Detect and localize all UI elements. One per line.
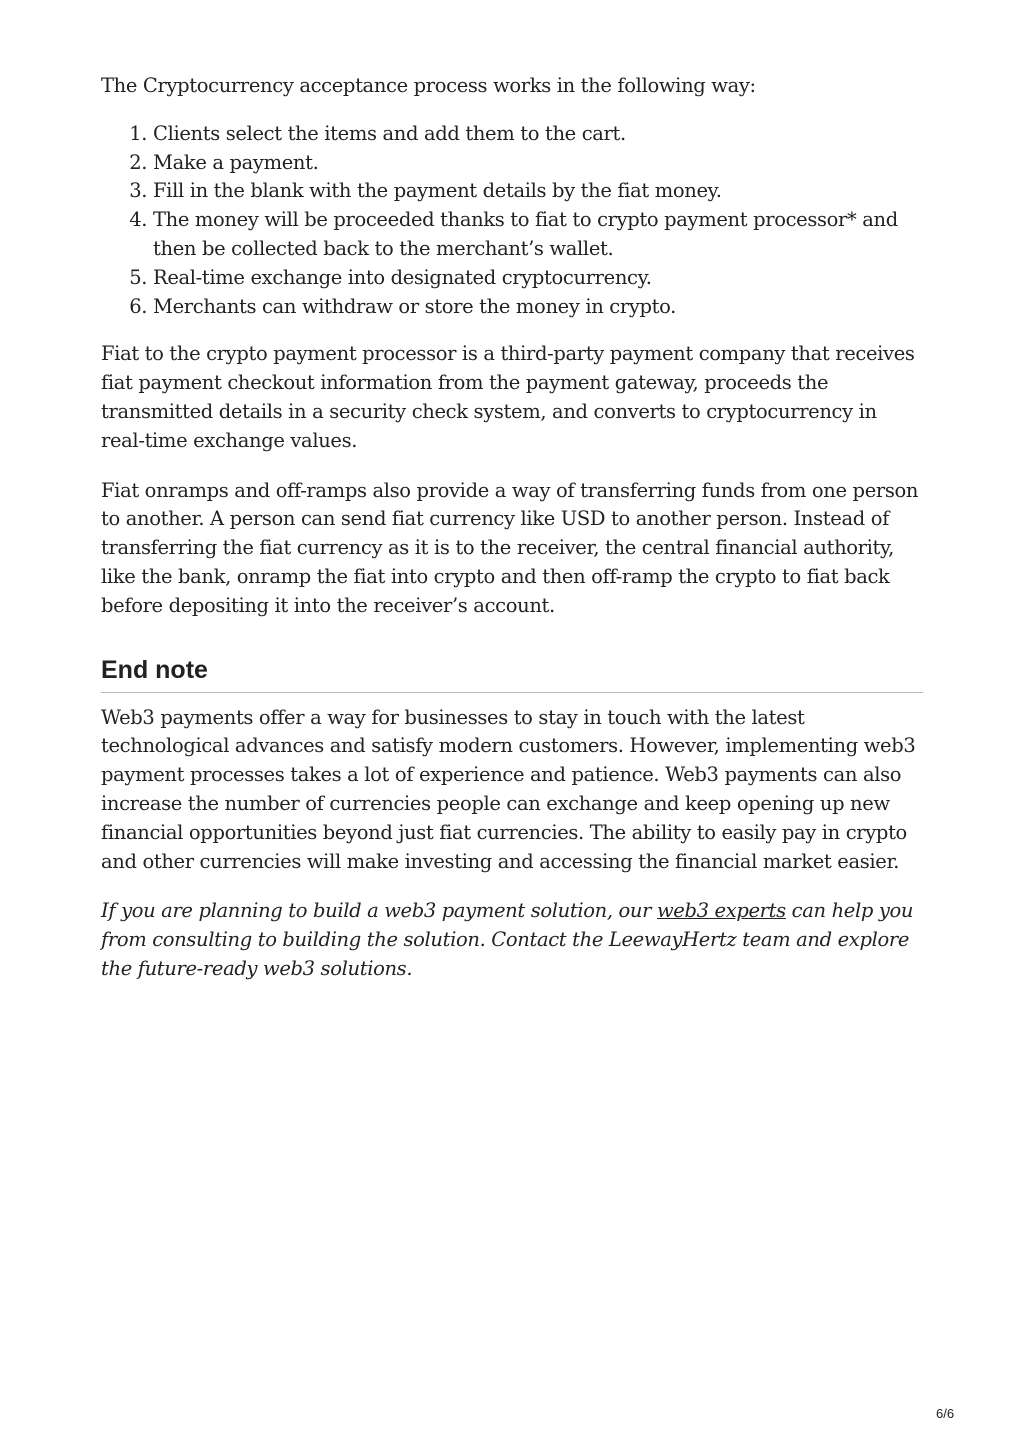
end-note-heading: End note xyxy=(101,655,923,693)
list-item: 6. Merchants can withdraw or store the money in crypto. xyxy=(153,293,923,322)
list-item: 4. The money will be proceeded thanks to fiat to crypto payment processor* and then be collected back to the merchant’s wallet. xyxy=(153,206,923,264)
end-note-paragraph: Web3 payments offer a way for businesses to stay in touch with the latest technological advances and satisfy modern customers. However, implementing web3 payment processes takes a lot of experience and patience. Web3 payments can also increase the number of currencies people can exchange and keep opening up new financial opportunities beyond just fiat currencies. The ability to easily pay in crypto and other currencies will make investing and accessing the financial market easier. xyxy=(101,705,916,873)
onramp-paragraph: Fiat onramps and off-ramps also provide a way of transferring funds from one person to another. A person can send fiat currency like USD to another person. Instead of transferring the fiat currency as it is to the receiver, the central financial authority, like the bank, onramp the fiat into crypto and then off-ramp the crypto to fiat back before depositing it into the receiver’s account. xyxy=(101,478,919,617)
list-item: 2. Make a payment. xyxy=(153,149,923,178)
document-page xyxy=(101,72,923,984)
list-item: 1. Clients select the items and add them to the cart. xyxy=(153,120,923,149)
page-number: 6/6 xyxy=(936,1406,955,1421)
intro-paragraph: The Cryptocurrency acceptance process works in the following way: xyxy=(101,74,756,97)
list-item: 3. Fill in the blank with the payment details by the fiat money. xyxy=(153,177,923,206)
call-to-action-paragraph xyxy=(101,897,923,983)
cta-text-before: If you are planning to build a web3 payment solution, our xyxy=(101,899,657,923)
acceptance-steps-list xyxy=(101,120,923,322)
processor-paragraph: Fiat to the crypto payment processor is a third-party payment company that receives fiat payment checkout information from the payment gateway, proceeds the transmitted details in a security check system, and converts to cryptocurrency in real-time exchange values. xyxy=(101,342,915,452)
web3-experts-link[interactable]: web3 experts xyxy=(656,899,786,923)
cta-text-after: can help you from consulting to building the solution. Contact the LeewayHertz team and explore the future-ready web3 solutions. xyxy=(101,899,914,980)
list-item: 5. Real-time exchange into designated cryptocurrency. xyxy=(153,264,923,293)
